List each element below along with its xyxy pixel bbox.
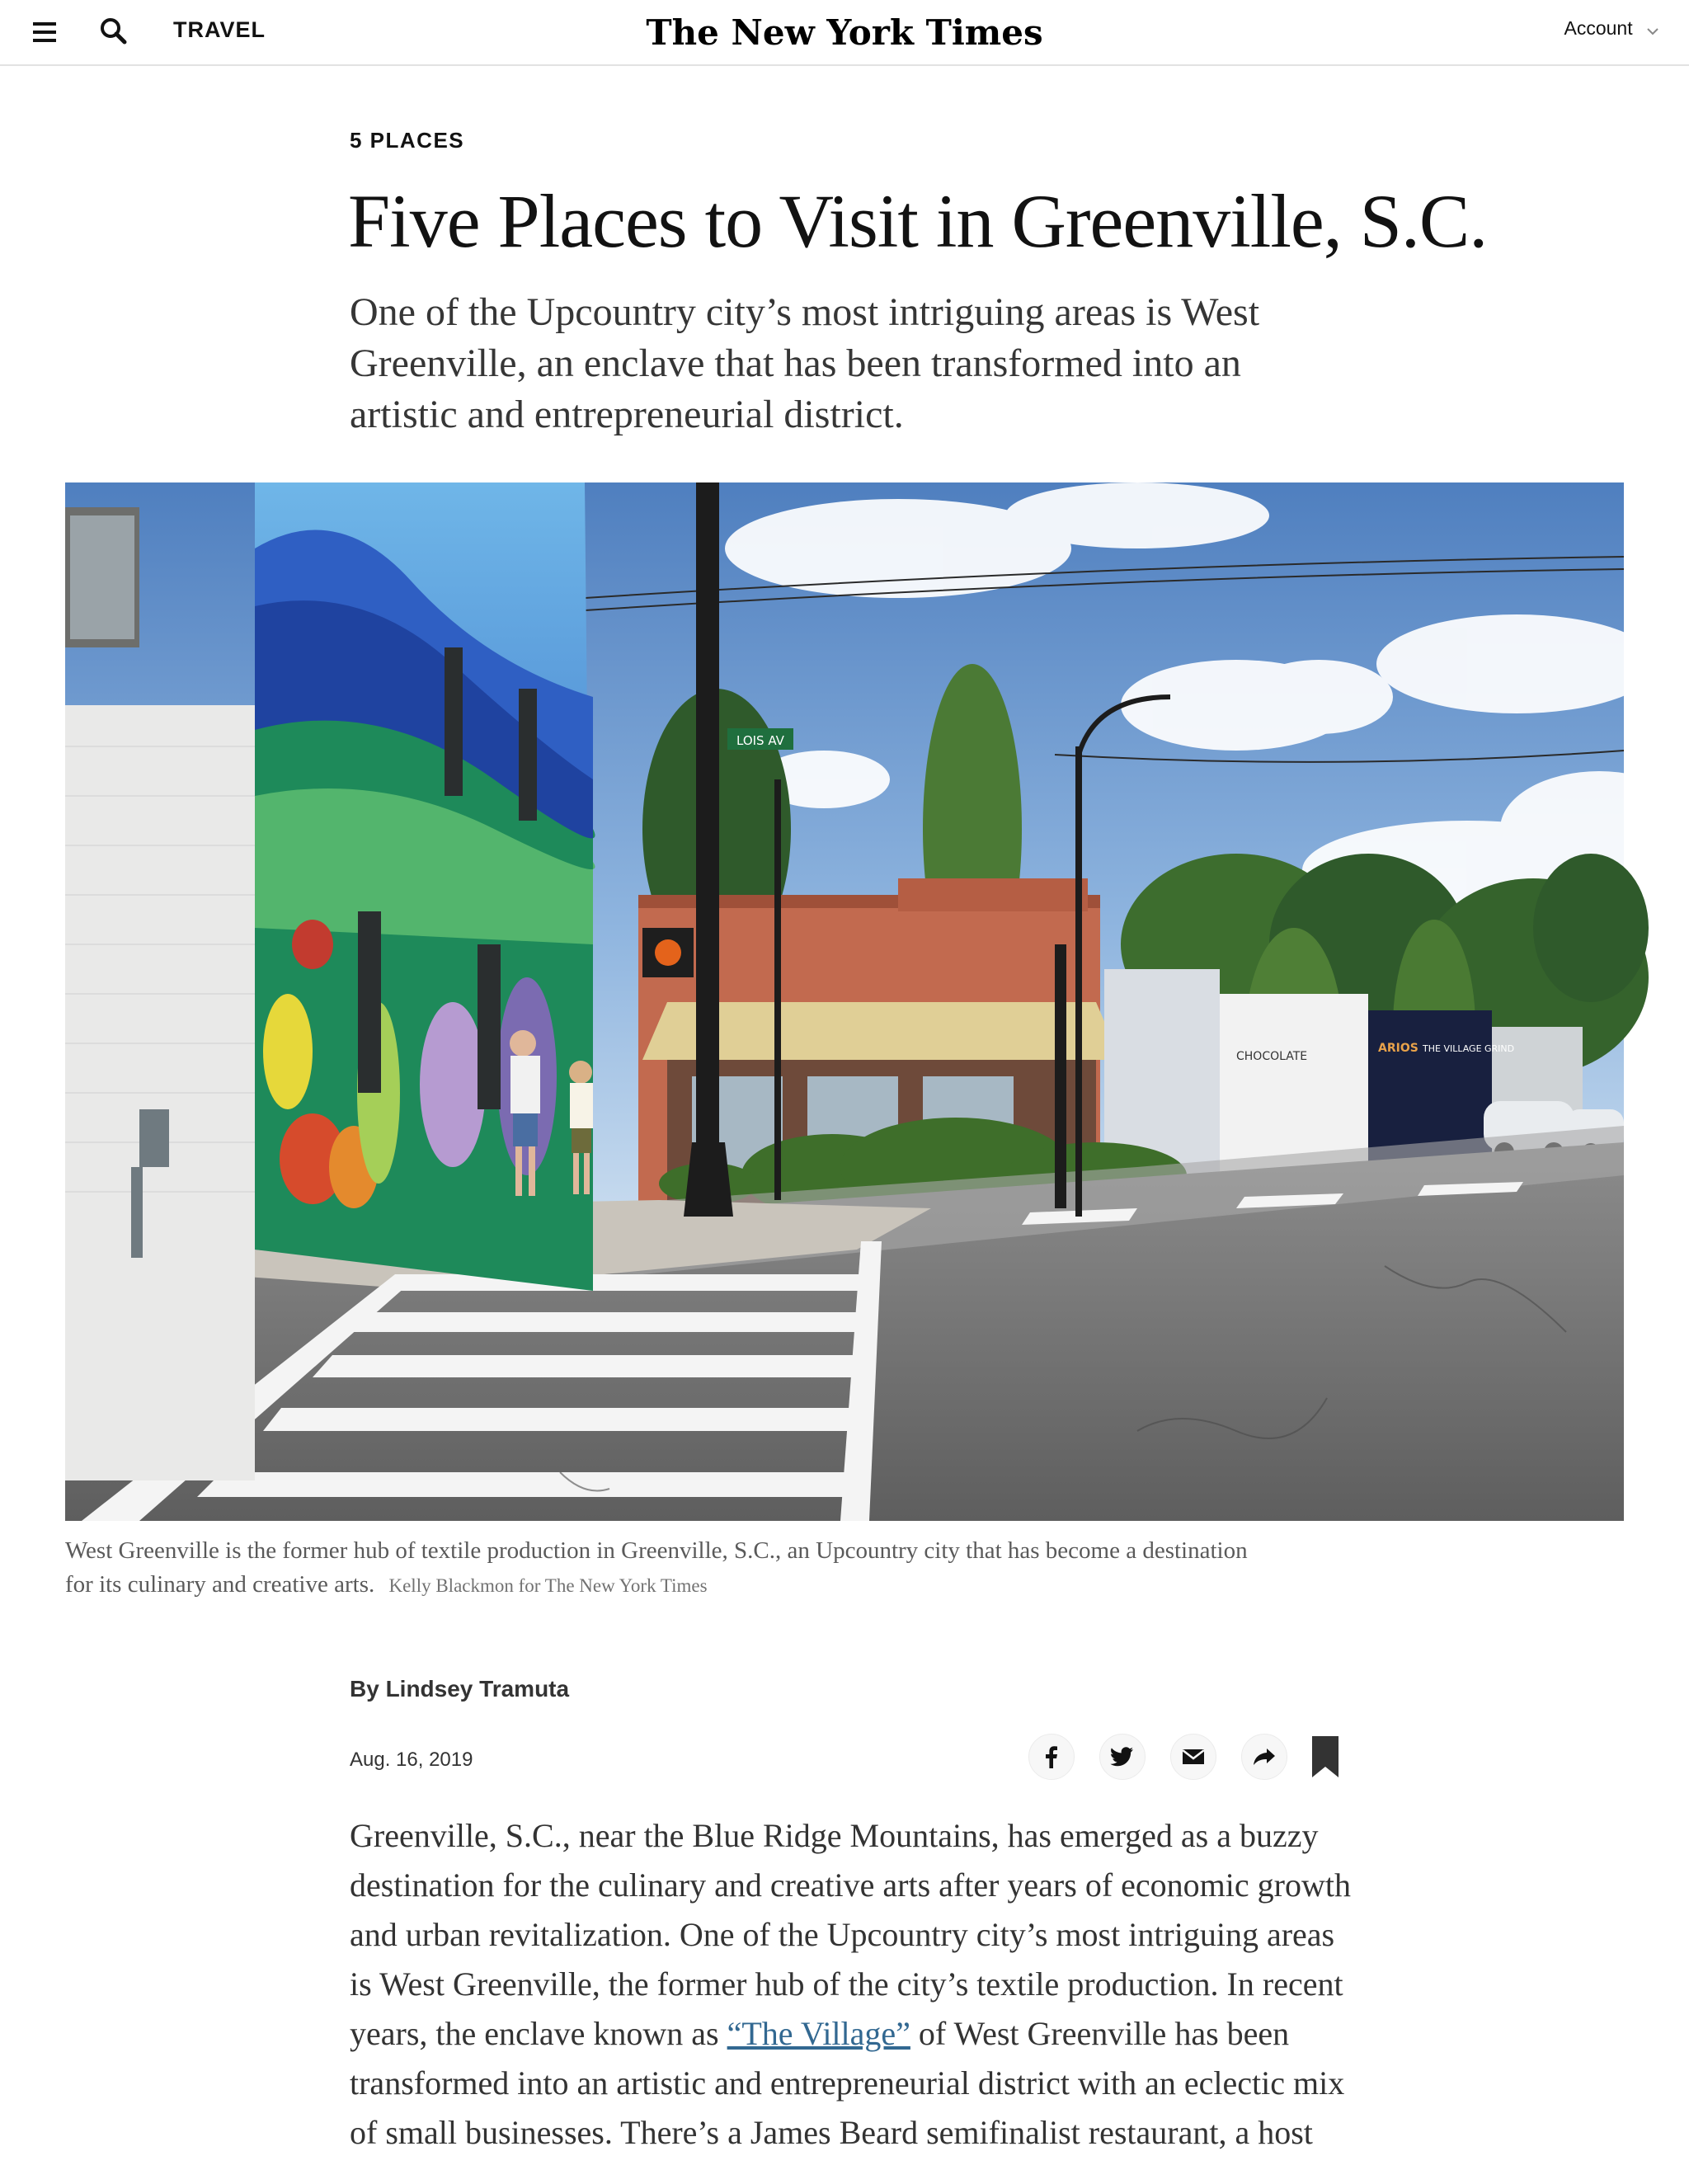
shop-sign-chocolate: CHOCOLATE [1236, 1050, 1308, 1063]
section-link-travel[interactable]: TRAVEL [173, 17, 266, 42]
account-label: Account [1564, 17, 1633, 39]
masthead-text: The New York Times [646, 12, 1043, 53]
twitter-icon [1111, 1747, 1134, 1767]
chevron-down-icon [1646, 16, 1659, 43]
article-body-paragraph [350, 1811, 1364, 2158]
article-headline: Five Places to Visit in Greenville, S.C. [348, 179, 1488, 263]
account-button[interactable] [1564, 15, 1660, 43]
email-share-button[interactable] [1170, 1734, 1216, 1780]
bookmark-icon [1311, 1735, 1339, 1778]
street-sign-text: LOIS AV [736, 733, 784, 748]
caption-text: West Greenville is the former hub of textile production in Greenville, S.C., an Upcountry city that has become a destination for its culinary and creative arts. [65, 1537, 1248, 1598]
twitter-share-button[interactable] [1099, 1734, 1146, 1780]
shop-sign-arios: ARIOS [1378, 1042, 1418, 1055]
shop-sign-village-grind: THE VILLAGE GRIND [1423, 1043, 1515, 1054]
publish-date: Aug. 16, 2019 [350, 1749, 473, 1771]
body-text-end: of West Greenville has been transformed into an artistic and entrepreneurial district with an eclectic mix of small businesses. There’s a James Beard semifinalist restaurant, a host [350, 2015, 1345, 2151]
body-text-start: Greenville, S.C., near the Blue Ridge Mountains, has emerged as a buzzy destination for the culinary and creative arts after years of economic growth and urban revitalization. One of the Upcountry city’s most intriguing areas is West Greenville, the former hub of the city’s textile production. In recent years, the enclave known as [350, 1817, 1351, 2052]
facebook-icon [1042, 1745, 1061, 1768]
facebook-share-button[interactable] [1028, 1734, 1075, 1780]
share-icon [1253, 1748, 1276, 1766]
hamburger-icon[interactable] [30, 20, 59, 46]
bookmark-button[interactable] [1311, 1735, 1339, 1778]
email-icon [1182, 1749, 1205, 1765]
photo-credit: Kelly Blackmon for The New York Times [388, 1575, 708, 1596]
top-navigation-bar [0, 0, 1689, 66]
image-caption [65, 1534, 1253, 1603]
street-scene-illustration [65, 482, 1624, 1521]
article-summary: One of the Upcountry city’s most intriguing areas is West Greenville, an enclave that has been transformed into an artistic and entrepreneurial district. [350, 290, 1260, 436]
search-icon[interactable] [97, 15, 130, 48]
the-village-link[interactable]: “The Village” [727, 2015, 910, 2052]
hero-image [65, 482, 1624, 1521]
article-kicker[interactable]: 5 PLACES [350, 128, 465, 153]
more-share-button[interactable] [1241, 1734, 1287, 1780]
article-byline[interactable]: By Lindsey Tramuta [350, 1676, 570, 1702]
masthead-logo[interactable] [646, 3, 1043, 59]
